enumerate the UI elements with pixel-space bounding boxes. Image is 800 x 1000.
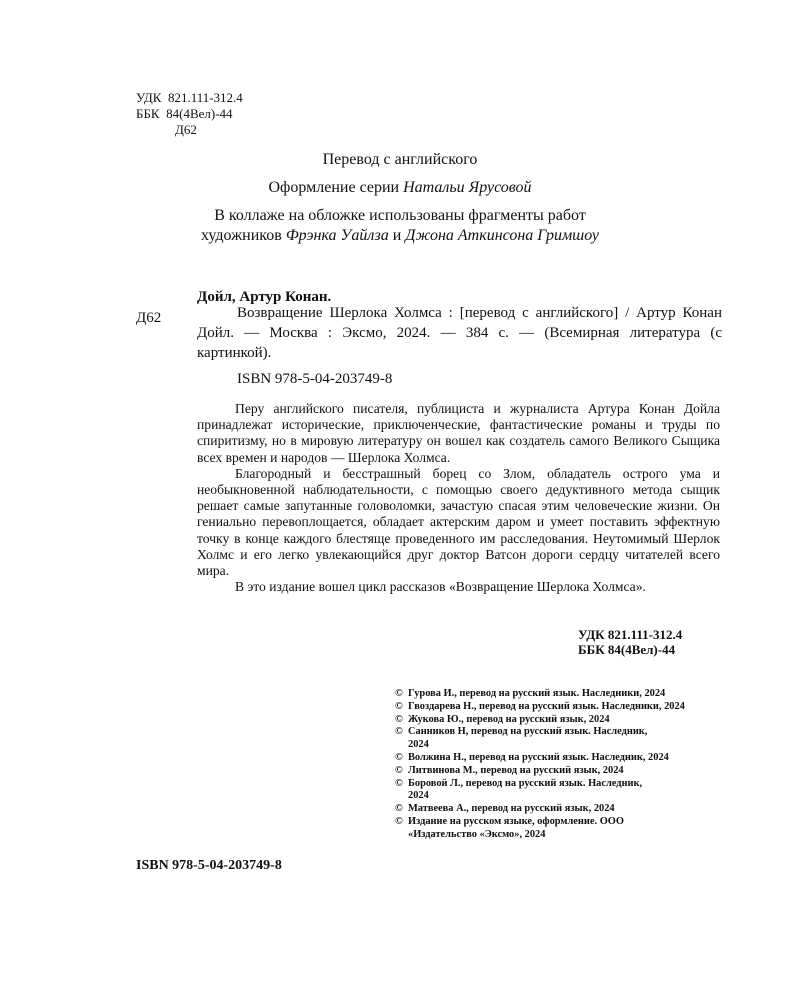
annotation-paragraph: Благородный и бесстрашный борец со Злом, обладатель острого ума и необыкновенной наблюдательности, с помощью своего дедуктивного метода сыщик решает самые запутанные головоломки, зачастую спасая этим человеческие жизни. Он гениально перевоплощается, обладает актерским даром и умеет поставить эффектную точку в конце каждого блестяще проведенного им расследования. Неутомимый Шерлок Холмс и его легко увлекающийся друг доктор Ватсон дороги сердцу читателей всего мира. (197, 465, 720, 579)
author-mark-header: Д62 (175, 122, 197, 137)
copyright-entry (395, 701, 735, 714)
class-code-bbk: ББК 84(4Вел)-44 (578, 642, 676, 657)
catalog-author-heading: Дойл, Артур Конан. (197, 289, 332, 305)
bbk-header (136, 106, 233, 122)
copyright-icon: © (395, 688, 403, 699)
copyright-icon: © (395, 764, 403, 776)
copyright-text: Матвеева А., перевод на русский язык, 2024 (408, 803, 615, 815)
copyright-entry (395, 752, 735, 765)
annotation (197, 401, 720, 595)
annotation-paragraph: В это издание вошел цикл рассказов «Возвращение Шерлока Холмса». (235, 579, 646, 595)
cover-artist-2: Джона Аткинсона Гримшоу (405, 227, 600, 244)
series-designer-name: Натальи Ярусовой (403, 179, 532, 196)
annotation-paragraph: Перу английского писателя, публициста и журналиста Артура Конан Дойла принадлежат исторические, приключенческие, фантастические романы и труды по спиритизму, но в мировую литературу он вошел как создатель самого Великого Сыщика всех времен и народов — Шерлока Холмса. (197, 401, 720, 465)
bbk-label: ББК (136, 106, 160, 121)
copyright-text: Боровой Л., перевод на русский язык. Наследник, 2024 (408, 777, 643, 802)
udk-label: УДК (136, 90, 162, 105)
series-design-prefix: Оформление серии (268, 179, 400, 196)
copyright-entry (395, 803, 735, 816)
copyright-entry (395, 765, 735, 778)
copyright-text: Издание на русском языке, оформление. ООО «Издательство «Эксмо», 2024 (408, 815, 624, 840)
copyright-entry (395, 688, 735, 701)
catalog-isbn: ISBN 978-5-04-203749-8 (237, 371, 393, 387)
catalog-author-mark: Д62 (136, 310, 162, 326)
copyright-text: Жукова Ю., перевод на русский язык, 2024 (408, 713, 610, 725)
cover-artists-prefix: художников (200, 227, 282, 244)
footer-isbn: ISBN 978-5-04-203749-8 (136, 858, 282, 873)
copyright-icon: © (395, 700, 403, 712)
cover-credit-line2 (0, 227, 800, 245)
copyright-entry (395, 714, 735, 727)
copyright-entry (395, 726, 735, 752)
copyright-icon: © (395, 726, 403, 738)
copyright-text: Санников Н, перевод на русский язык. Наследник, 2024 (408, 726, 648, 751)
copyright-text: Волжина Н., перевод на русский язык. Наследник, 2024 (408, 751, 669, 763)
cover-artist-1: Фрэнка Уайлза (285, 227, 389, 244)
copyright-text: Литвинова М., перевод на русский язык, 2024 (408, 764, 624, 776)
copyright-text: Гурова И., перевод на русский язык. Наследники, 2024 (408, 688, 666, 699)
copyright-icon: © (395, 803, 403, 815)
series-design-credit (0, 179, 800, 197)
copyright-text: Гвоздарева Н., перевод на русский язык. Наследники, 2024 (408, 700, 685, 712)
udk-value: 821.111-312.4 (167, 90, 243, 105)
copyright-icon: © (395, 777, 403, 789)
copyright-entry (395, 778, 735, 804)
copyright-icon: © (395, 713, 403, 725)
copyright-list (395, 688, 735, 842)
catalog-record: Возвращение Шерлока Холмса : [перевод с английского] / Артур Конан Дойл. — Москва : Эксмо, 2024. — 384 с. — (Всемирная литература (с картинкой). (197, 305, 722, 361)
bbk-value: 84(4Вел)-44 (166, 106, 233, 121)
class-code-udk: УДК 821.111-312.4 (578, 627, 683, 642)
cover-credit-line1: В коллаже на обложке использованы фрагменты работ (214, 207, 586, 224)
copyright-icon: © (395, 815, 403, 827)
copyright-icon: © (395, 751, 403, 763)
cover-artists-and: и (392, 227, 402, 244)
translation-credit: Перевод с английского (322, 151, 478, 168)
udk-header (136, 90, 243, 106)
copyright-entry (395, 816, 735, 842)
